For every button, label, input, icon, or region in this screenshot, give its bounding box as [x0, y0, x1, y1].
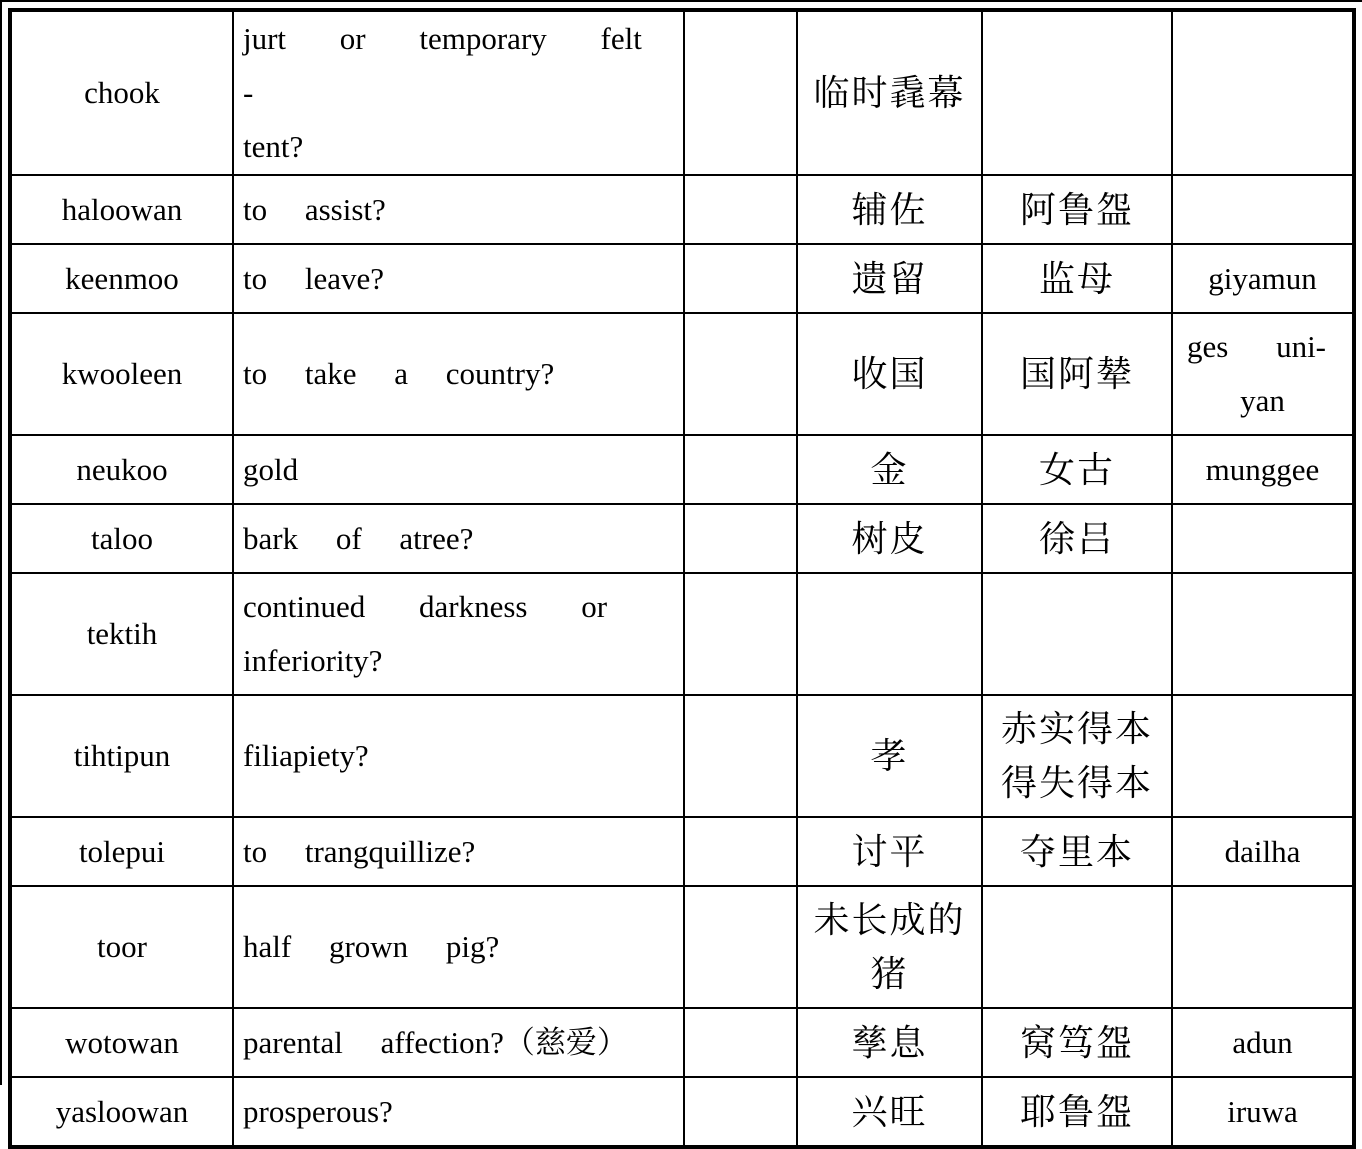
cell-romanization — [1172, 817, 1354, 886]
text-line: bark of atree? — [243, 520, 474, 556]
cell-chinese-meaning — [797, 1008, 982, 1077]
text-line: 窝笃盌 — [1019, 1022, 1134, 1063]
cell-chinese-phonetic-transcription — [982, 886, 1172, 1008]
text-line: 夺里本 — [1019, 831, 1134, 872]
cell-empty — [684, 1077, 797, 1147]
cell-empty — [684, 817, 797, 886]
cell-chinese-phonetic-transcription — [982, 817, 1172, 886]
cell-english-meaning — [233, 1008, 684, 1077]
text-line: 兴旺 — [851, 1091, 928, 1132]
cell-english-meaning — [233, 695, 684, 817]
cell-english-meaning — [233, 504, 684, 573]
cell-chinese-meaning — [797, 244, 982, 313]
cell-romanization — [1172, 244, 1354, 313]
cell-english-meaning — [233, 10, 684, 175]
cell-headword: haloowan — [10, 175, 233, 244]
table-row — [10, 695, 1354, 817]
cell-chinese-meaning — [797, 1077, 982, 1147]
text-line: giyamun — [1208, 260, 1317, 296]
text-line: 临时毳幕 — [813, 73, 966, 113]
cell-english-meaning — [233, 435, 684, 504]
cell-chinese-meaning — [797, 817, 982, 886]
text-line: iruwa — [1227, 1093, 1298, 1129]
table-row — [10, 10, 1354, 175]
text-line: 猪 — [870, 954, 909, 994]
text-line: 得失得本 — [1000, 763, 1153, 803]
table-row — [10, 435, 1354, 504]
cell-english-meaning — [233, 313, 684, 435]
cell-romanization — [1172, 695, 1354, 817]
text-line: to leave? — [243, 260, 385, 296]
vocabulary-table — [8, 8, 1356, 1149]
text-line: to assist? — [243, 191, 386, 227]
text-line: yan — [1240, 383, 1285, 418]
cell-chinese-phonetic-transcription — [982, 175, 1172, 244]
cell-chinese-meaning — [797, 10, 982, 175]
cell-romanization — [1172, 10, 1354, 175]
text-line: tent? — [243, 129, 304, 164]
text-line: 金 — [870, 449, 909, 490]
text-line: dailha — [1224, 833, 1301, 869]
table-row — [10, 886, 1354, 1008]
cell-romanization — [1172, 886, 1354, 1008]
cell-romanization — [1172, 504, 1354, 573]
text-line: jurt or temporary felt - — [243, 21, 642, 110]
cell-empty — [684, 435, 797, 504]
text-line: 耶鲁盌 — [1019, 1091, 1134, 1132]
text-line: 遗留 — [851, 258, 928, 299]
text-line: to take a country? — [243, 356, 555, 391]
cell-chinese-meaning — [797, 313, 982, 435]
cell-english-meaning — [233, 244, 684, 313]
table-row — [10, 175, 1354, 244]
cell-headword: tektih — [10, 573, 233, 695]
text-line: munggee — [1205, 451, 1320, 487]
cell-chinese-meaning — [797, 175, 982, 244]
cell-english-meaning — [233, 175, 684, 244]
cell-headword: toor — [10, 886, 233, 1008]
cell-romanization — [1172, 1077, 1354, 1147]
cell-chinese-meaning — [797, 573, 982, 695]
cell-chinese-phonetic-transcription — [982, 1077, 1172, 1147]
cell-empty — [684, 886, 797, 1008]
cell-romanization — [1172, 435, 1354, 504]
cell-chinese-phonetic-transcription — [982, 435, 1172, 504]
text-line: 辅佐 — [851, 189, 928, 230]
scan-edge-left-line — [0, 0, 2, 1085]
table-row — [10, 313, 1354, 435]
text-line: 徐吕 — [1038, 518, 1115, 559]
cell-empty — [684, 504, 797, 573]
cell-chinese-phonetic-transcription — [982, 1008, 1172, 1077]
cell-empty — [684, 1008, 797, 1077]
cell-headword: chook — [10, 10, 233, 175]
text-line: 讨平 — [851, 831, 928, 872]
text-line: filiapiety? — [243, 738, 369, 773]
cell-headword: tihtipun — [10, 695, 233, 817]
text-line: 收国 — [851, 354, 928, 394]
text-line: 阿鲁盌 — [1019, 189, 1134, 230]
text-line: inferiority? — [243, 643, 383, 678]
cell-romanization — [1172, 313, 1354, 435]
cell-chinese-meaning — [797, 886, 982, 1008]
cell-headword: taloo — [10, 504, 233, 573]
cell-headword: kwooleen — [10, 313, 233, 435]
text-line: to trangquillize? — [243, 833, 476, 869]
cell-chinese-phonetic-transcription — [982, 313, 1172, 435]
table-row — [10, 573, 1354, 695]
text-line: half grown pig? — [243, 929, 500, 964]
cell-empty — [684, 695, 797, 817]
cell-chinese-phonetic-transcription — [982, 244, 1172, 313]
text-line: 树皮 — [851, 518, 928, 559]
cell-chinese-phonetic-transcription — [982, 10, 1172, 175]
text-line: 女古 — [1038, 449, 1115, 490]
cell-empty — [684, 244, 797, 313]
table-row — [10, 504, 1354, 573]
cell-empty — [684, 10, 797, 175]
text-line: 监母 — [1038, 258, 1115, 299]
cell-empty — [684, 313, 797, 435]
text-line: 赤实得本 — [1000, 709, 1153, 749]
scan-edge-top-line — [0, 0, 1362, 2]
text-line: prosperous? — [243, 1093, 393, 1129]
cell-headword: neukoo — [10, 435, 233, 504]
cell-headword: keenmoo — [10, 244, 233, 313]
cell-chinese-phonetic-transcription — [982, 504, 1172, 573]
cell-chinese-phonetic-transcription — [982, 695, 1172, 817]
cell-headword: yasloowan — [10, 1077, 233, 1147]
cell-empty — [684, 175, 797, 244]
text-line: 孝 — [870, 736, 909, 776]
cell-english-meaning — [233, 1077, 684, 1147]
text-line: adun — [1232, 1024, 1293, 1060]
cell-chinese-meaning — [797, 504, 982, 573]
text-line: gold — [243, 451, 299, 487]
table-row — [10, 244, 1354, 313]
cell-headword: wotowan — [10, 1008, 233, 1077]
cell-chinese-meaning — [797, 435, 982, 504]
text-line: continued darkness or — [243, 589, 608, 624]
table-row — [10, 817, 1354, 886]
text-line: parental affection?（慈爱） — [243, 1024, 628, 1060]
cell-empty — [684, 573, 797, 695]
text-line: 孳息 — [851, 1022, 928, 1063]
cell-romanization — [1172, 175, 1354, 244]
cell-english-meaning — [233, 886, 684, 1008]
cell-headword: tolepui — [10, 817, 233, 886]
cell-romanization — [1172, 573, 1354, 695]
text-line: 未长成的 — [813, 900, 966, 940]
text-line: ges uni- — [1187, 329, 1327, 364]
cell-chinese-phonetic-transcription — [982, 573, 1172, 695]
table-row — [10, 1077, 1354, 1147]
table-row — [10, 1008, 1354, 1077]
cell-english-meaning — [233, 573, 684, 695]
cell-english-meaning — [233, 817, 684, 886]
cell-chinese-meaning — [797, 695, 982, 817]
text-line: 国阿辇 — [1019, 354, 1134, 394]
cell-romanization — [1172, 1008, 1354, 1077]
